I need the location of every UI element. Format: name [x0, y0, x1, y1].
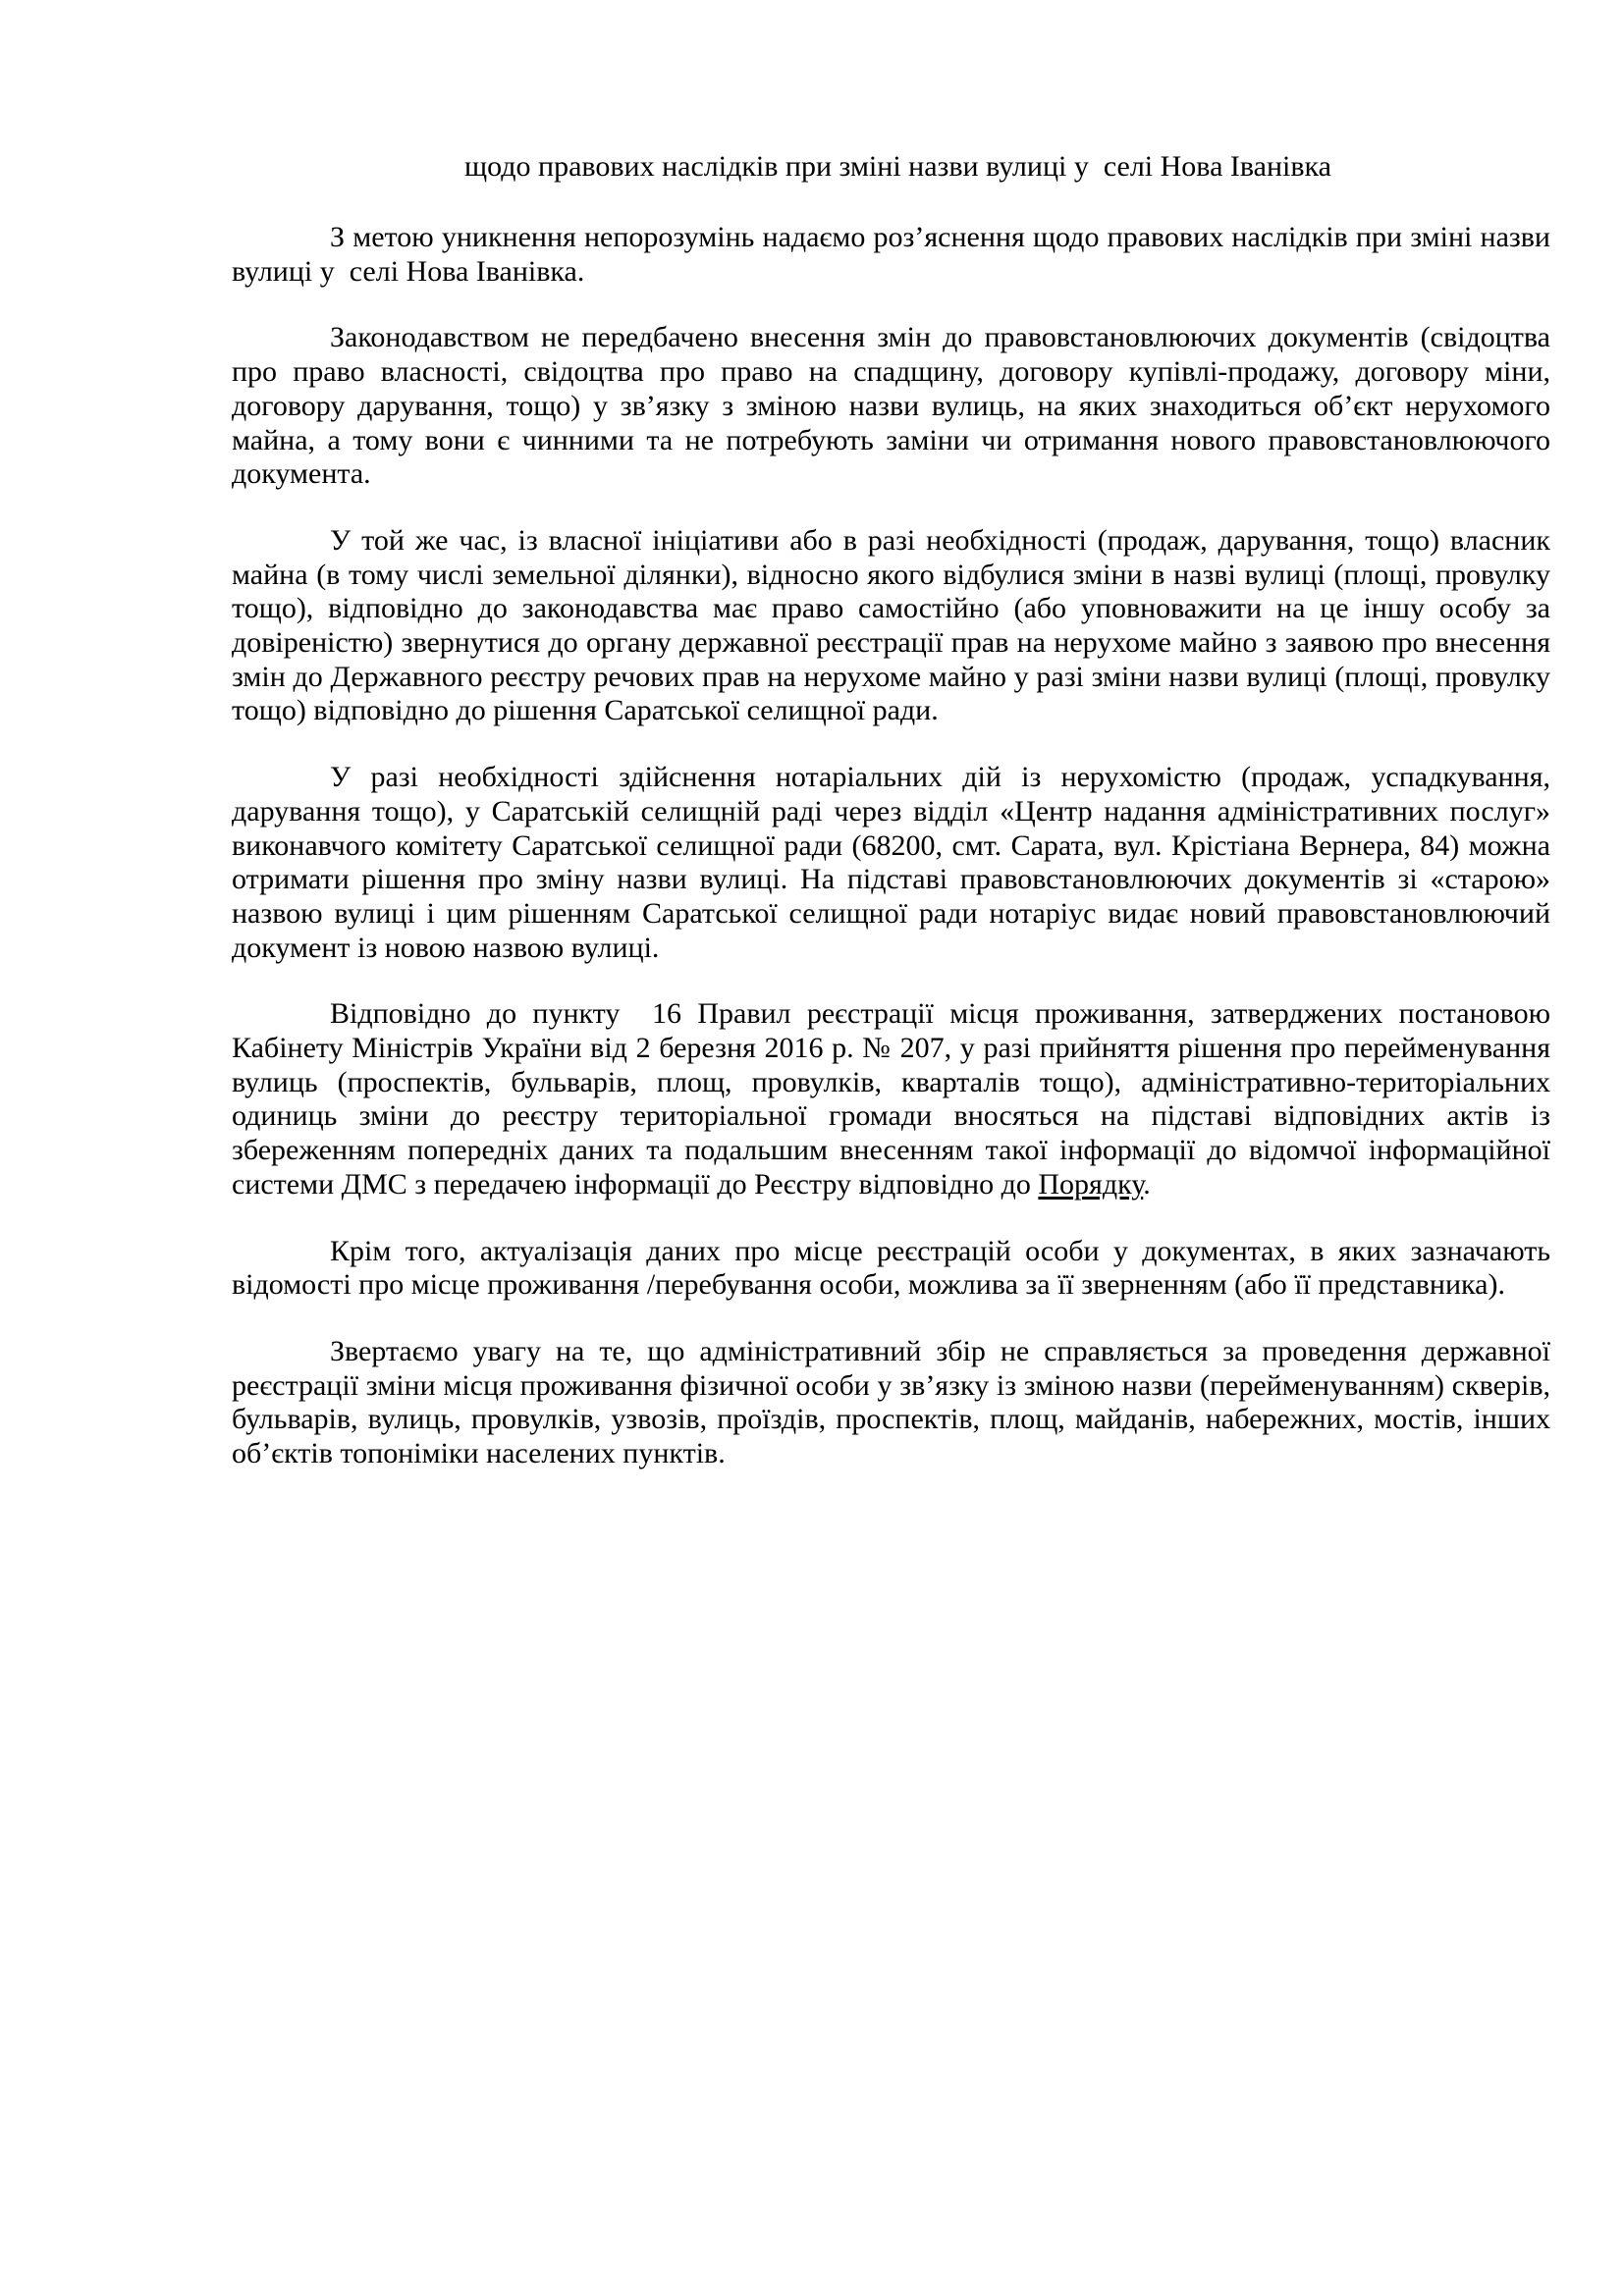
document-title: щодо правових наслідків при зміні назви вулиці у селі Нова Іванівка	[464, 150, 1331, 183]
poryadok-link[interactable]: Порядку	[1038, 1167, 1144, 1201]
paragraph-legislation: Законодавством не передбачено внесення змін до правовстановлюючих документів (свідоцтва про право власності, свідоцтва про право на спадщину, договору купівлі-продажу, договору міни, договору дарування, тощо) у зв’язку з зміною назви вулиць, на яких знаходиться об’єкт нерухомого майна, а тому вони є чинними та не потребують заміни чи отримання нового правовстановлюючого документа.	[232, 321, 1558, 491]
paragraph-registration-rules	[232, 997, 1558, 1201]
paragraph-purpose: З метою уникнення непорозумінь надаємо роз’яснення щодо правових наслідків при зміні назви вулиці у селі Нова Іванівка.	[232, 221, 1558, 288]
document-page	[232, 149, 1558, 1471]
registration-rules-text: Відповідно до пункту 16 Правил реєстрації місця проживання, затверджених постановою Кабінету Міністрів України від 2 березня 2016 р. № 207, у разі прийняття рішення про перейменування вулиць (проспектів, бульварів, площ, провулків, кварталів тощо), адміністративно-територіальних одиниць зміни до реєстру територіальної громади вносяться на підставі відповідних актів із збереженням попередніх даних та подальшим внесенням такої інформації до відомчої інформаційної системи ДМС з передачею інформації до Реєстру відповідно до	[232, 997, 1558, 1201]
paragraph-owner-rights: У той же час, із власної ініціативи або в разі необхідності (продаж, дарування, тощо) власник майна (в тому числі земельної ділянки), відносно якого відбулися зміни в назві вулиці (площі, провулку тощо), відповідно до законодавства має право самостійно (або уповноважити на це іншу особу за довіреністю) звернутися до органу державної реєстрації прав на нерухоме майно з заявою про внесення змін до Державного реєстру речових прав на нерухоме майно у разі зміни назви вулиці (площі, провулку тощо) відповідно до рішення Саратської селищної ради.	[232, 523, 1558, 727]
paragraph-notarial-actions: У разі необхідності здійснення нотаріальних дій із нерухомістю (продаж, успадкування, дарування тощо), у Саратській селищній раді через відділ «Центр надання адміністративних послуг» виконавчого комітету Саратської селищної ради (68200, смт. Сарата, вул. Крістіана Вернера, 84) можна отримати рішення про зміну назви вулиці. На підставі правовстановлюючих документів зі «старою» назвою вулиці і цим рішенням Саратської селищної ради нотаріус видає новий правовстановлюючий документ із новою назвою вулиці.	[232, 761, 1558, 964]
paragraph-admin-fee: Звертаємо увагу на те, що адміністративний збір не справляється за проведення державної реєстрації зміни місця проживання фізичної особи у зв’язку із зміною назви (перейменуванням) скверів, бульварів, вулиць, провулків, узвозів, проїздів, проспектів, площ, майданів, набережних, мостів, інших об’єктів топоніміки населених пунктів.	[232, 1334, 1558, 1470]
registration-rules-end: .	[1143, 1167, 1151, 1201]
paragraph-data-update: Крім того, актуалізація даних про місце реєстрацій особи у документах, в яких зазначають відомості про місце проживання /перебування особи, можлива за її зверненням (або її представника).	[232, 1234, 1558, 1302]
